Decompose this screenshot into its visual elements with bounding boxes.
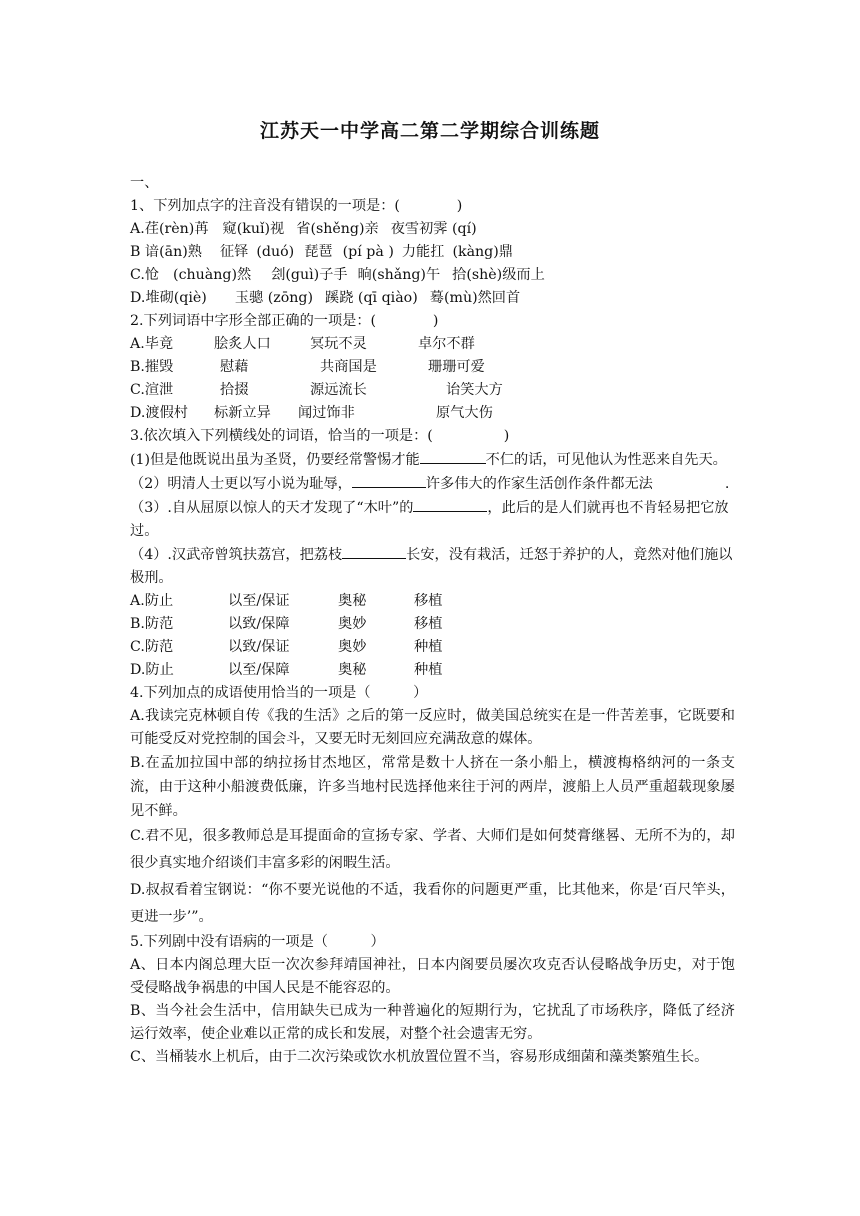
q2-option-d: D.渡假村 标新立异 闻过饰非 原气大伤 [130, 405, 493, 421]
q3-option-a: A.防止 以至/保证 奥秘 移植 [130, 593, 443, 609]
q1-stem: 1、下列加点字的注音没有错误的一项是：( ) [130, 198, 463, 214]
q3-sentence-3: （3）.自从屈原以惊人的天才发现了“木叶”的 ，此后的是人们就再也不肯轻易把它放过。 [130, 496, 735, 543]
q5-option-a: A、日本内阁总理大臣一次次参拜靖国神社，日本内阁要员屡次攻克否认侵略战争历史，对于饱受侵略战争祸患的中国人民是不能容忍的。 [130, 957, 735, 996]
q2-option-b: B.摧毁 慰藉 共商国是 珊珊可爱 [130, 359, 485, 375]
q3-sentence-4: （4）.汉武帝曾筑扶荔宫，把荔枝 长安，没有栽活，迁怒于养护的人，竟然对他们施以极刑。 [130, 543, 735, 590]
q2-stem: 2.下列词语中字形全部正确的一项是：( ) [130, 313, 439, 329]
section-heading: 一、 [130, 175, 159, 191]
q3-stem: 3.依次填入下列横线处的词语，恰当的一项是：( ) [130, 428, 510, 444]
q4-option-b: B.在孟加拉国中部的纳拉扬甘杰地区，常常是数十人挤在一条小船上，横渡梅格纳河的一条支流，由于这种小船渡费低廉，许多当地村民选择他来往于河的两岸，渡船上人员严重超载现象屡见不鲜。 [130, 755, 735, 819]
q5-option-c: C、当桶装水上机后，由于二次污染或饮水机放置位置不当，容易形成细菌和藻类繁殖生长。 [130, 1049, 709, 1065]
q2-option-a: A.毕竟 脍炙人口 冥玩不灵 卓尔不群 [130, 336, 475, 352]
q1-option-d: D.堆砌(qiè) 玉骢 (zōng) 蹊跷 (qī qiào) 蓦(mù)然回首 [130, 290, 521, 306]
q3-option-d: D.防止 以至/保障 奥秘 种植 [130, 662, 443, 678]
q1-option-a: A.荏(rèn)苒 窥(kuǐ)视 省(shěng)亲 夜雪初霁 (qí) [130, 221, 477, 237]
q3-sentence-2: （2）明清人士更以写小说为耻辱， 许多伟大的作家生活创作条件都无法 . [130, 472, 735, 496]
q3-sentence-1: (1)但是他既说出虽为圣贤，仍要经常警惕才能 不仁的话，可见他认为性恶来自先天。 [130, 448, 735, 472]
document-body [130, 172, 735, 1069]
q3-option-b: B.防范 以致/保障 奥妙 移植 [130, 616, 443, 632]
q4-option-a: A.我读完克林顿自传《我的生活》之后的第一反应时，做美国总统实在是一件苦差事，它既要和可能受反对党控制的国会斗，又要无时无刻回应充满敌意的媒体。 [130, 708, 735, 747]
q4-option-d: D.叔叔看着宝钢说：“你不要光说他的不适，我看你的问题更严重，比其他来，你是‘百尺竿头，更进一步’”。 [130, 882, 735, 925]
q1-option-b: B 谙(ān)熟 征铎 (duó) 琵琶 (pí pà ) 力能扛 (kàng)鼎 [130, 244, 513, 260]
q5-option-b: B、当今社会生活中，信用缺失已成为一种普遍化的短期行为，它扰乱了市场秩序，降低了经济运行效率，使企业难以正常的成长和发展，对整个社会遗害无穷。 [130, 1003, 735, 1042]
q5-stem: 5.下列剧中没有语病的一项是（ ） [130, 934, 385, 950]
q4-stem: 4.下列加点的成语使用恰当的一项是（ ） [130, 685, 428, 701]
q2-option-c: C.渲泄 拾掇 源远流长 诒笑大方 [130, 382, 503, 398]
document-title: 江苏天一中学高二第二学期综合训练题 [259, 120, 600, 142]
q4-option-c: C.君不见，很多教师总是耳提面命的宣扬专家、学者、大师们是如何焚膏继晷、无所不为的，却很少真实地介绍谈们丰富多彩的闲暇生活。 [130, 828, 735, 871]
q1-option-c: C.怆 (chuàng)然 刽(guì)子手 晌(shǎng)午 拾(shè)级而上 [130, 267, 545, 283]
q3-option-c: C.防范 以致/保证 奥妙 种植 [130, 639, 443, 655]
